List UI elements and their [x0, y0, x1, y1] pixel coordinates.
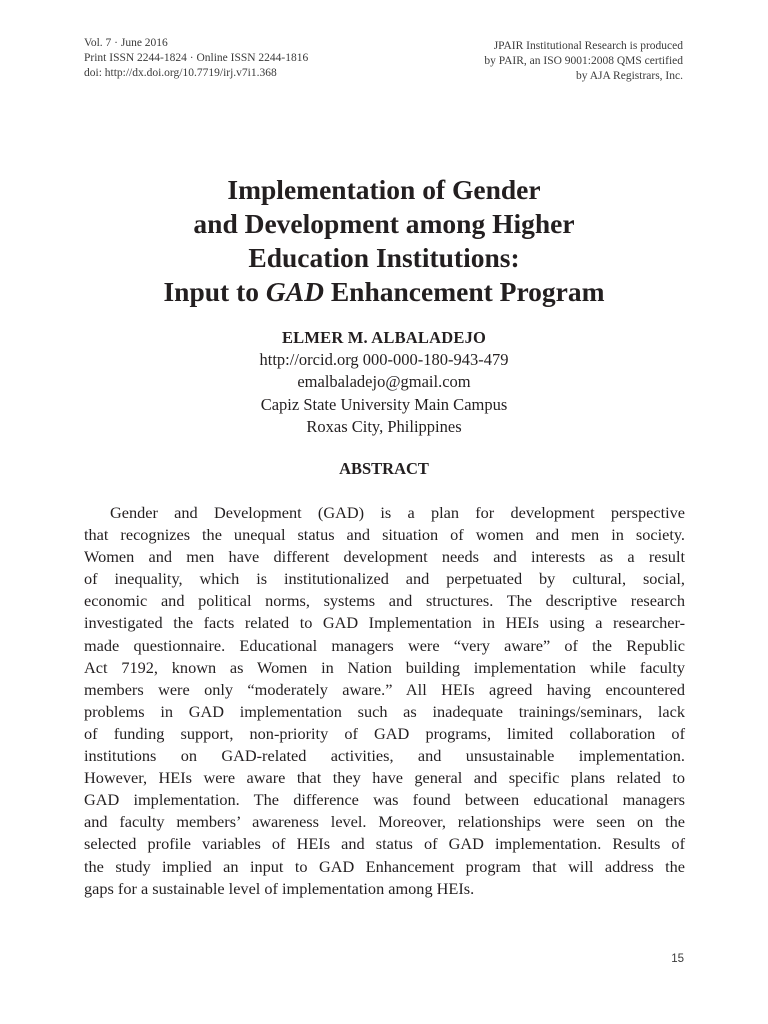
abstract-line: gaps for a sustainable level of implementation among HEIs.: [84, 878, 475, 898]
publisher-info: [484, 39, 683, 84]
publisher-line-2: by PAIR, an ISO 9001:2008 QMS certified: [484, 55, 683, 67]
journal-info: [84, 36, 308, 81]
abstract-line: Act 7192, known as Women in Nation building implementation while faculty: [84, 657, 685, 677]
author-orcid: http://orcid.org 000-000-180-943-479: [259, 350, 509, 370]
title-line-2: and Development among Higher: [193, 208, 575, 239]
abstract-line: investigated the facts related to GAD Implementation in HEIs using a researcher-: [84, 613, 685, 633]
abstract-line: selected profile variables of HEIs and status of GAD implementation. Results of: [84, 834, 685, 854]
abstract-line: that recognizes the unequal status and situation of women and men in society.: [84, 525, 685, 545]
abstract-line: economic and political norms, systems and structures. The descriptive research: [84, 591, 685, 611]
abstract-line: made questionnaire. Educational managers were “very aware” of the Republic: [84, 635, 685, 655]
abstract-line: and faculty members’ awareness level. Moreover, relationships were seen on the: [84, 812, 685, 832]
publisher-line-3: by AJA Registrars, Inc.: [575, 70, 683, 82]
abstract-line: GAD implementation. The difference was found between educational managers: [84, 790, 685, 810]
abstract-line: of inequality, which is institutionalized and perpetuated by cultural, social,: [84, 569, 685, 589]
abstract-line: the study implied an input to GAD Enhancement program that will address the: [84, 856, 685, 876]
title-line-3: Education Institutions:: [248, 242, 520, 273]
issn-line: Print ISSN 2244-1824 · Online ISSN 2244-1816: [84, 52, 309, 64]
page-number: 15: [671, 953, 684, 965]
abstract-heading: ABSTRACT: [339, 459, 429, 478]
abstract-line: However, HEIs were aware that they have general and specific plans related to: [84, 768, 685, 788]
author-name: ELMER M. ALBALADEJO: [281, 328, 487, 347]
title-gad-italic: GAD: [265, 276, 324, 307]
doi-line: doi: http://dx.doi.org/10.7719/irj.v7i1.368: [84, 67, 277, 79]
abstract-line: problems in GAD implementation such as inadequate trainings/seminars, lack: [84, 701, 685, 721]
author-affiliation: Capiz State University Main Campus: [260, 394, 508, 414]
title-line-4-prefix: Input to: [163, 276, 266, 307]
author-block: [84, 327, 684, 438]
author-email: emalbaladejo@gmail.com: [297, 372, 471, 392]
paper-title: [84, 173, 684, 309]
abstract-body: [84, 502, 685, 900]
abstract-line: Gender and Development (GAD) is a plan for development perspective: [110, 503, 685, 522]
abstract-line: Women and men have different development needs and interests as a result: [84, 547, 685, 567]
title-line-4-suffix: Enhancement Program: [323, 276, 605, 307]
publisher-line-1: JPAIR Institutional Research is produced: [493, 40, 683, 52]
title-line-4: [84, 275, 684, 309]
author-location: Roxas City, Philippines: [306, 416, 462, 436]
abstract-line: institutions on GAD-related activities, and unsustainable implementation.: [84, 746, 685, 766]
title-line-1: Implementation of Gender: [227, 174, 541, 205]
abstract-line: of funding support, non-priority of GAD programs, limited collaboration of: [84, 723, 685, 743]
abstract-line: members were only “moderately aware.” All HEIs agreed having encountered: [84, 679, 685, 699]
volume-date: Vol. 7 · June 2016: [84, 37, 168, 49]
